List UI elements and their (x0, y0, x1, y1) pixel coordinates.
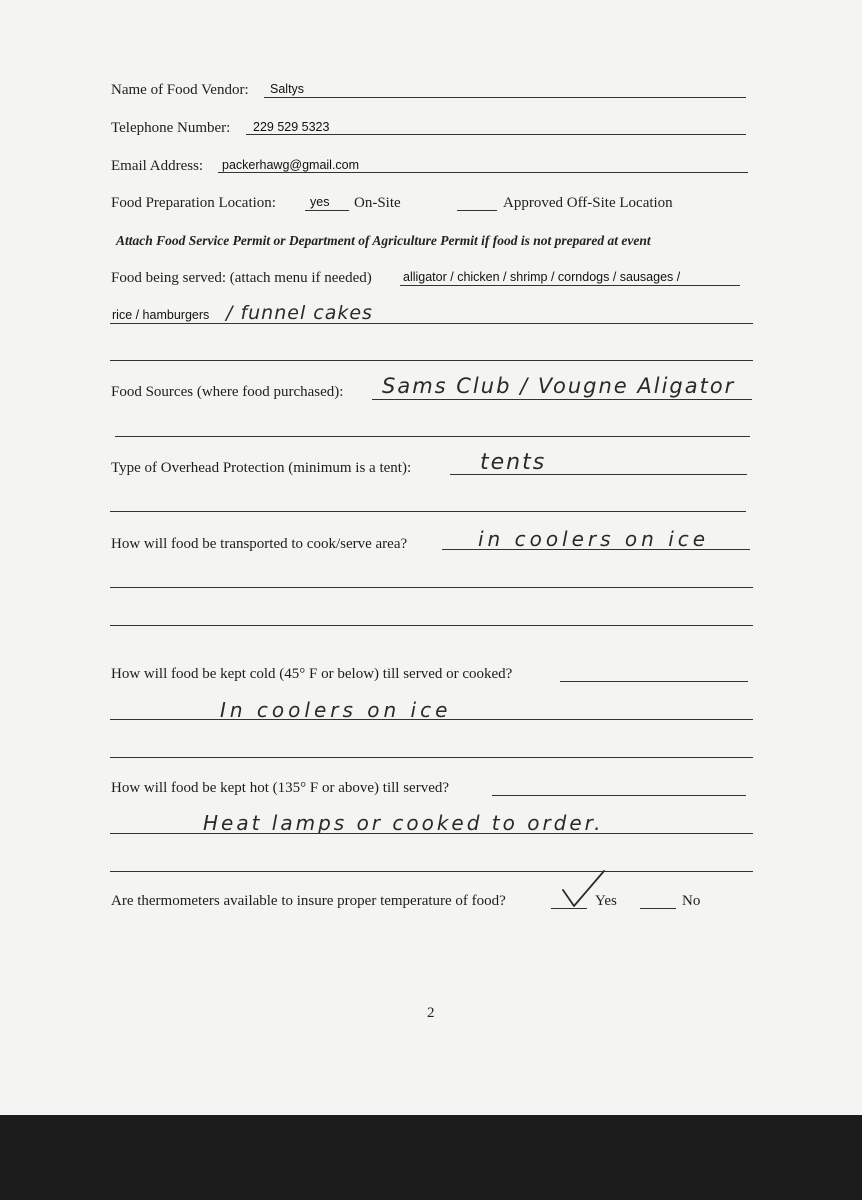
thermo-no-line[interactable] (640, 908, 676, 909)
hot-handwritten[interactable]: Heat lamps or cooked to order. (203, 811, 604, 835)
phone-label: Telephone Number: (111, 120, 231, 136)
scan-bottom-bar (0, 1115, 862, 1200)
transport-handwritten[interactable]: in coolers on ice (478, 527, 710, 551)
hot-line (492, 795, 746, 796)
sources-handwritten[interactable]: Sams Club / Vougne Aligator (382, 374, 736, 398)
cold-extra-rule-2 (110, 757, 753, 758)
thermo-label: Are thermometers available to insure proper temperature of food? (111, 893, 506, 909)
prep-label: Food Preparation Location: (111, 195, 276, 211)
phone-value[interactable]: 229 529 5323 (253, 120, 330, 134)
prep-onsite-label: On-Site (354, 195, 401, 211)
vendor-label: Name of Food Vendor: (111, 82, 249, 98)
served-line1-rule (400, 285, 740, 286)
transport-extra-rule-1 (110, 587, 753, 588)
vendor-value[interactable]: Saltys (270, 82, 305, 96)
hot-label: How will food be kept hot (135° F or above) till served? (111, 780, 450, 796)
transport-extra-rule-2 (110, 625, 753, 626)
email-value[interactable]: packerhawg@gmail.com (222, 158, 360, 172)
served-line2-rule (110, 323, 753, 324)
vendor-line (264, 97, 746, 98)
hot-extra-rule-1 (110, 833, 753, 834)
cold-line (560, 681, 748, 682)
transport-label: How will food be transported to cook/serve area? (111, 536, 408, 552)
email-label: Email Address: (111, 158, 204, 174)
served-line2[interactable]: rice / hamburgers (112, 308, 210, 322)
prep-onsite-line (305, 210, 349, 211)
sources-extra-rule (115, 436, 750, 437)
prep-offsite-label: Approved Off-Site Location (503, 195, 673, 211)
prep-offsite-line[interactable] (457, 210, 497, 211)
thermo-yes-label: Yes (595, 893, 617, 909)
page-number: 2 (427, 1005, 435, 1021)
thermo-no-label: No (682, 893, 701, 909)
served-line1[interactable]: alligator / chicken / shrimp / corndogs / sausages / (403, 270, 681, 284)
hot-extra-rule-2 (110, 871, 753, 872)
overhead-label: Type of Overhead Protection (minimum is a tent): (111, 460, 412, 476)
overhead-line (450, 474, 747, 475)
served-handwritten[interactable]: / funnel cakes (226, 302, 373, 324)
email-line (218, 172, 748, 173)
transport-line (442, 549, 750, 550)
sources-label: Food Sources (where food purchased): (111, 384, 344, 400)
thermo-yes-line[interactable] (551, 908, 587, 909)
phone-line (246, 134, 746, 135)
overhead-extra-rule (110, 511, 746, 512)
permit-note: Attach Food Service Permit or Department of Agriculture Permit if food is not prepared at event (116, 233, 651, 248)
overhead-handwritten[interactable]: tents (480, 450, 547, 475)
served-label: Food being served: (attach menu if needed) (111, 270, 372, 286)
cold-handwritten[interactable]: In coolers on ice (220, 698, 452, 722)
cold-extra-rule-1 (110, 719, 753, 720)
served-extra-rule (110, 360, 753, 361)
prep-onsite-value[interactable]: yes (310, 195, 330, 209)
cold-label: How will food be kept cold (45° F or below) till served or cooked? (111, 666, 513, 682)
sources-line (372, 399, 752, 400)
